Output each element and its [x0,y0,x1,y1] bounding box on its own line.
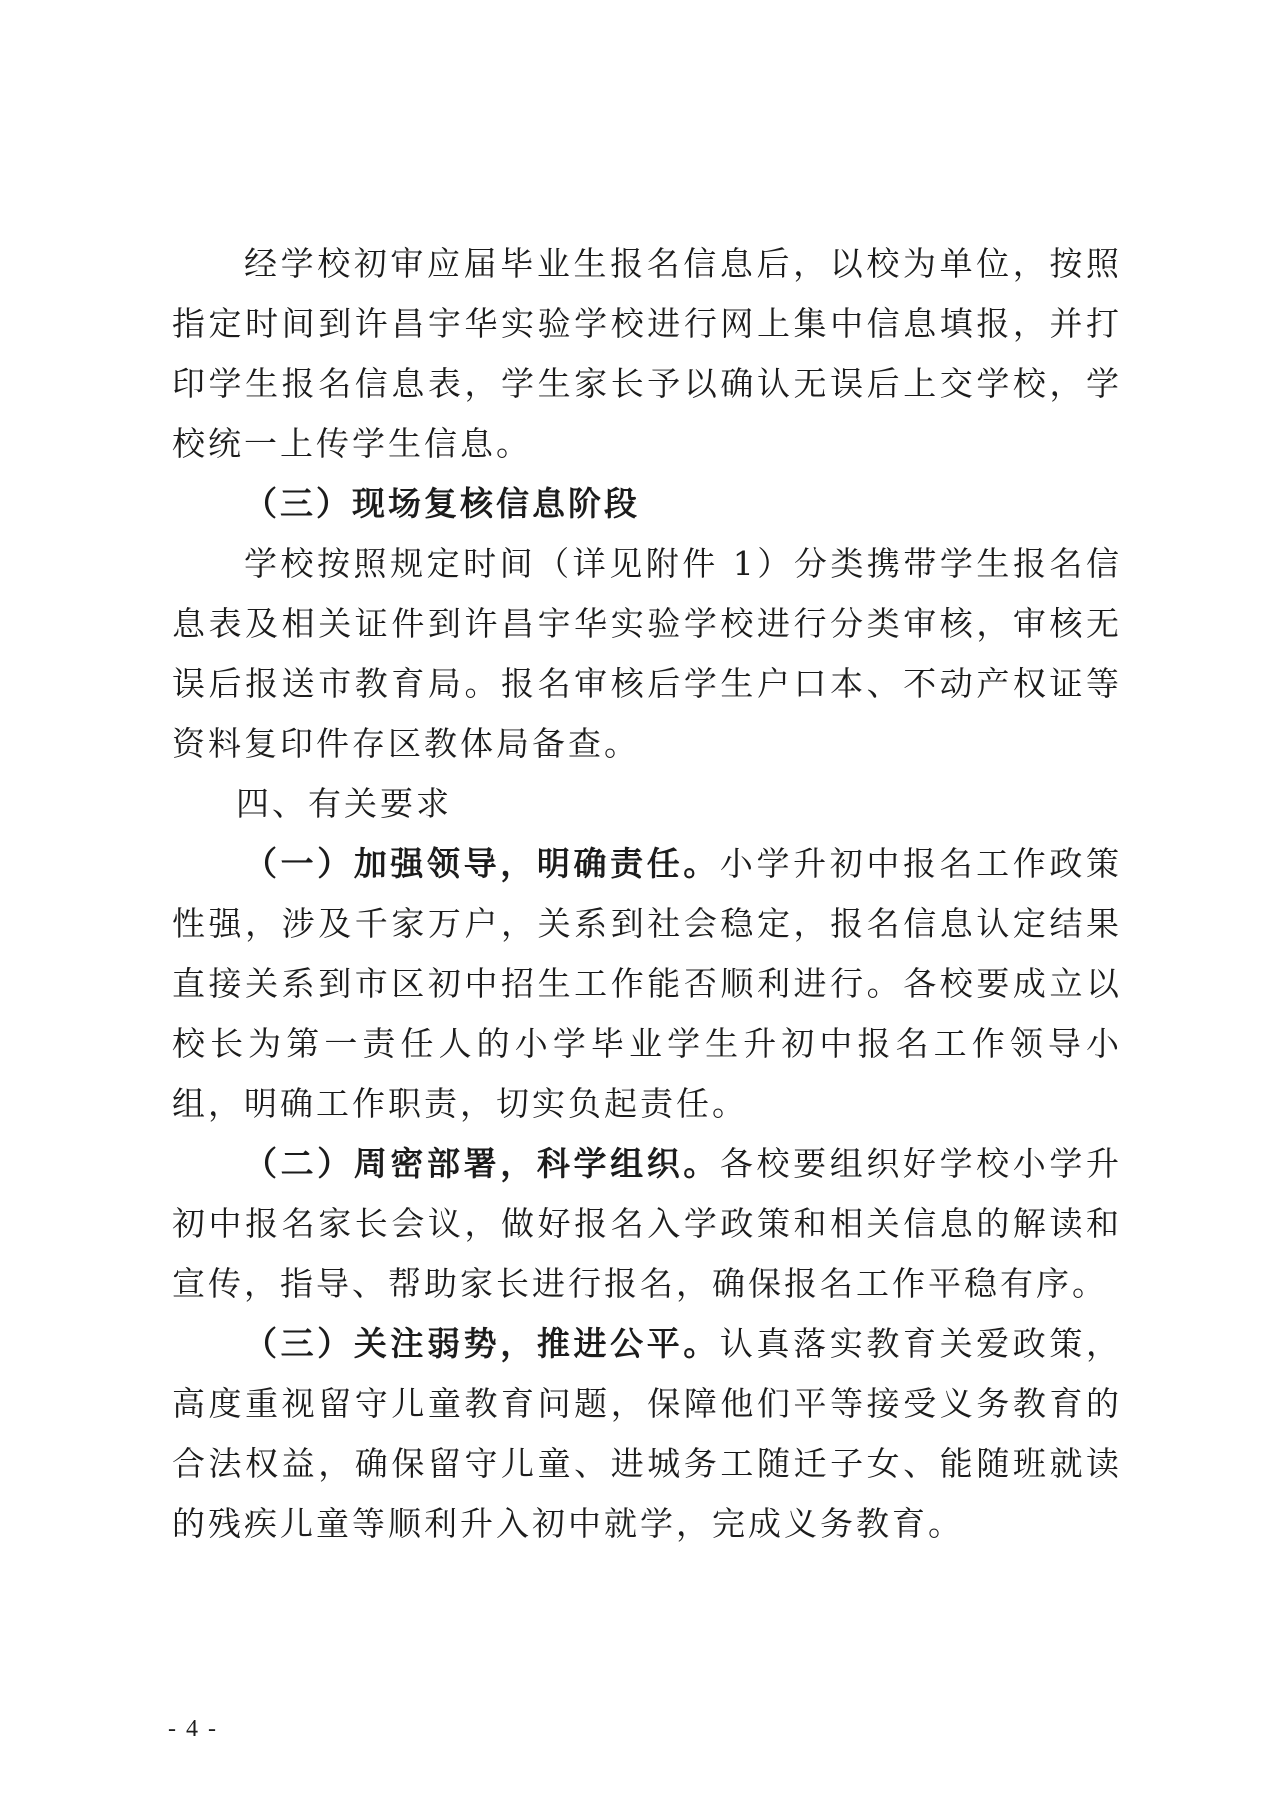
paragraph-organization [172,1134,1122,1314]
section-heading-requirements: 四、有关要求 [236,784,452,823]
paragraph-lead: （三）关注弱势，推进公平。 [244,1324,720,1363]
document-body [172,234,1122,1554]
paragraph-onsite-review [172,534,1122,774]
paragraph-online-registration [172,234,1122,474]
paragraph-text: 小学升初中报名工作政策性强，涉及千家万户，关系到社会稳定，报名信息认定结果直接关系到市区初中招生工作能否顺利进行。各校要成立以校长为第一责任人的小学毕业学生升初中报名工作领导小组，明确工作职责，切实负起责任。 [172,844,1123,1123]
paragraph-lead: （一）加强领导，明确责任。 [244,844,720,883]
paragraph-text: 学校按照规定时间（详见附件 1）分类携带学生报名信息表及相关证件到许昌宇华实验学校进行分类审核，审核无误后报送市教育局。报名审核后学生户口本、不动产权证等资料复印件存区教体局备查。 [172,544,1122,763]
paragraph-text: 认真落实教育关爱政策，高度重视留守儿童教育问题，保障他们平等接受义务教育的合法权益，确保留守儿童、进城务工随迁子女、能随班就读的残疾儿童等顺利升入初中就学，完成义务教育。 [172,1324,1123,1543]
section-heading-onsite-review: （三）现场复核信息阶段 [244,484,640,523]
paragraph-text: 经学校初审应届毕业生报名信息后，以校为单位，按照指定时间到许昌宇华实验学校进行网上集中信息填报，并打印学生报名信息表，学生家长予以确认无误后上交学校，学校统一上传学生信息。 [172,244,1122,463]
paragraph-text: 各校要组织好学校小学升初中报名家长会议，做好报名入学政策和相关信息的解读和宣传，指导、帮助家长进行报名，确保报名工作平稳有序。 [172,1144,1123,1303]
paragraph-fairness [172,1314,1122,1554]
paragraph-leadership [172,834,1122,1134]
page-number: - 4 - [168,1716,218,1742]
paragraph-lead: （二）周密部署，科学组织。 [244,1144,720,1183]
